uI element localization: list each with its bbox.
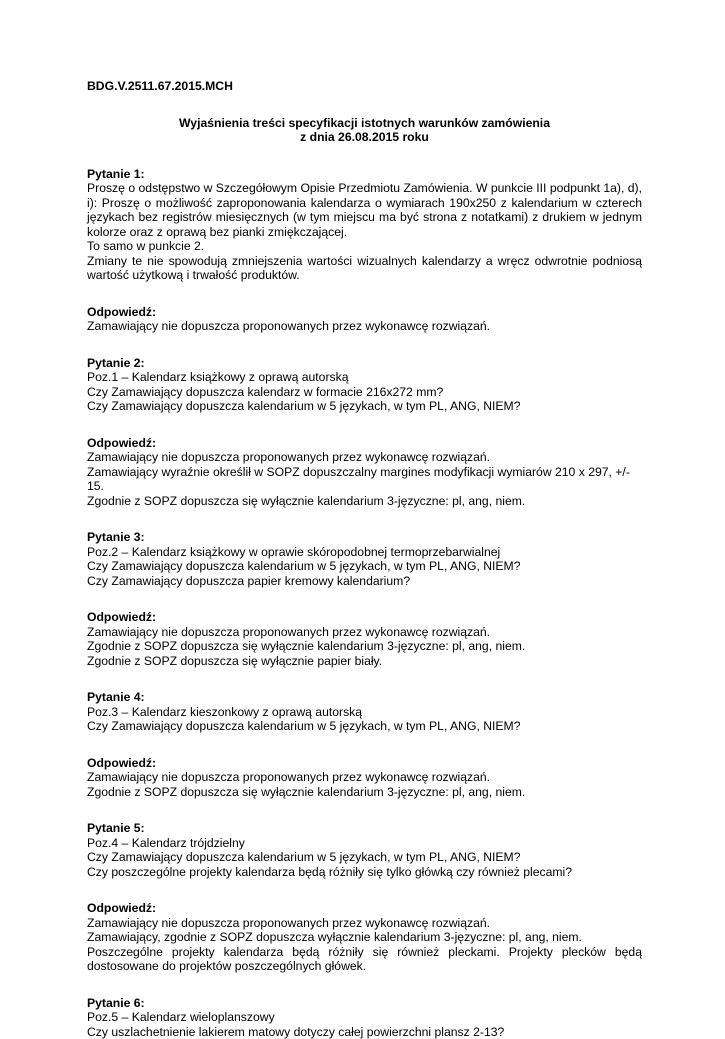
section-paragraph: To samo w punkcie 2. (87, 239, 642, 254)
section-paragraph: Poszczególne projekty kalendarza będą różniły się również pleckami. Projekty plecków będą dostosowane do projektów poszczególnych główek. (87, 945, 642, 974)
title-line-2: z dnia 26.08.2015 roku (87, 130, 642, 145)
answer-5 (87, 901, 642, 974)
question-6 (87, 996, 642, 1039)
section-paragraph: Proszę o odstępstwo w Szczegółowym Opisie Przedmiotu Zamówienia. W punkcie III podpunkt 1a), d), i): Proszę o możliwość zaproponowania kalendarza o wymiarach 190x250 z kalendarium w czterech językach bez registrów miesięcznych (w tym miejscu ma być strona z notatkami) z drukiem w jednym kolorze oraz z oprawą bez pianki zmiękczającej. (87, 181, 642, 239)
question-1 (87, 167, 642, 283)
section-heading: Pytanie 5: (87, 821, 642, 836)
section-paragraph: Zamawiający wyraźnie określił w SOPZ dopuszczalny margines modyfikacji wymiarów 210 x 297, +/- 15. (87, 465, 642, 494)
section-heading: Pytanie 6: (87, 996, 642, 1011)
section-paragraph: Poz.2 – Kalendarz książkowy w oprawie skóropodobnej termoprzebarwialnej (87, 545, 642, 560)
section-paragraph: Poz.4 – Kalendarz trójdzielny (87, 836, 642, 851)
section-paragraph: Czy Zamawiający dopuszcza kalendarium w 5 językach, w tym PL, ANG, NIEM? (87, 399, 642, 414)
section-heading: Odpowiedź: (87, 436, 642, 451)
section-paragraph: Zamawiający nie dopuszcza proponowanych przez wykonawcę rozwiązań. (87, 916, 642, 931)
section-heading: Pytanie 1: (87, 167, 642, 182)
section-paragraph: Czy Zamawiający dopuszcza kalendarium w 5 językach, w tym PL, ANG, NIEM? (87, 850, 642, 865)
question-4 (87, 690, 642, 734)
document-title (87, 116, 642, 145)
section-paragraph: Czy Zamawiający dopuszcza papier kremowy kalendarium? (87, 574, 642, 589)
answer-1 (87, 305, 642, 334)
title-line-1: Wyjaśnienia treści specyfikacji istotnych warunków zamówienia (87, 116, 642, 131)
section-paragraph: Czy uszlachetnienie lakierem matowy dotyczy całej powierzchni plansz 2-13? (87, 1025, 642, 1039)
document-reference: BDG.V.2511.67.2015.MCH (87, 79, 642, 94)
section-paragraph: Poz.5 – Kalendarz wieloplanszowy (87, 1010, 642, 1025)
question-5 (87, 821, 642, 879)
document-page (87, 79, 642, 1039)
section-paragraph: Zamawiający nie dopuszcza proponowanych przez wykonawcę rozwiązań. (87, 450, 642, 465)
section-paragraph: Zmiany te nie spowodują zmniejszenia wartości wizualnych kalendarzy a wręcz odwrotnie podniosą wartość użytkową i trwałość produktów. (87, 254, 642, 283)
section-paragraph: Poz.3 – Kalendarz kieszonkowy z oprawą autorską (87, 705, 642, 720)
section-paragraph: Czy poszczególne projekty kalendarza będą różniły się tylko główką czy również plecami? (87, 865, 642, 880)
question-2 (87, 356, 642, 414)
section-heading: Pytanie 4: (87, 690, 642, 705)
section-paragraph: Zamawiający nie dopuszcza proponowanych przez wykonawcę rozwiązań. (87, 770, 642, 785)
answer-2 (87, 436, 642, 509)
section-paragraph: Zgodnie z SOPZ dopuszcza się wyłącznie kalendarium 3-języczne: pl, ang, niem. (87, 639, 642, 654)
section-heading: Pytanie 2: (87, 356, 642, 371)
section-paragraph: Zamawiający nie dopuszcza proponowanych przez wykonawcę rozwiązań. (87, 625, 642, 640)
section-paragraph: Czy Zamawiający dopuszcza kalendarz w formacie 216x272 mm? (87, 385, 642, 400)
section-heading: Odpowiedź: (87, 756, 642, 771)
section-paragraph: Poz.1 – Kalendarz książkowy z oprawą autorską (87, 370, 642, 385)
section-heading: Odpowiedź: (87, 305, 642, 320)
section-paragraph: Zamawiający nie dopuszcza proponowanych przez wykonawcę rozwiązań. (87, 319, 642, 334)
answer-4 (87, 756, 642, 800)
section-paragraph: Zgodnie z SOPZ dopuszcza się wyłącznie kalendarium 3-języczne: pl, ang, niem. (87, 785, 642, 800)
question-3 (87, 530, 642, 588)
section-paragraph: Zamawiający, zgodnie z SOPZ dopuszcza wyłącznie kalendarium 3-języczne: pl, ang, niem. (87, 930, 642, 945)
section-paragraph: Czy Zamawiający dopuszcza kalendarium w 5 językach, w tym PL, ANG, NIEM? (87, 719, 642, 734)
section-heading: Pytanie 3: (87, 530, 642, 545)
answer-3 (87, 610, 642, 668)
section-paragraph: Zgodnie z SOPZ dopuszcza się wyłącznie papier biały. (87, 654, 642, 669)
section-heading: Odpowiedź: (87, 610, 642, 625)
section-paragraph: Czy Zamawiający dopuszcza kalendarium w 5 językach, w tym PL, ANG, NIEM? (87, 559, 642, 574)
section-paragraph: Zgodnie z SOPZ dopuszcza się wyłącznie kalendarium 3-języczne: pl, ang, niem. (87, 494, 642, 509)
section-heading: Odpowiedź: (87, 901, 642, 916)
